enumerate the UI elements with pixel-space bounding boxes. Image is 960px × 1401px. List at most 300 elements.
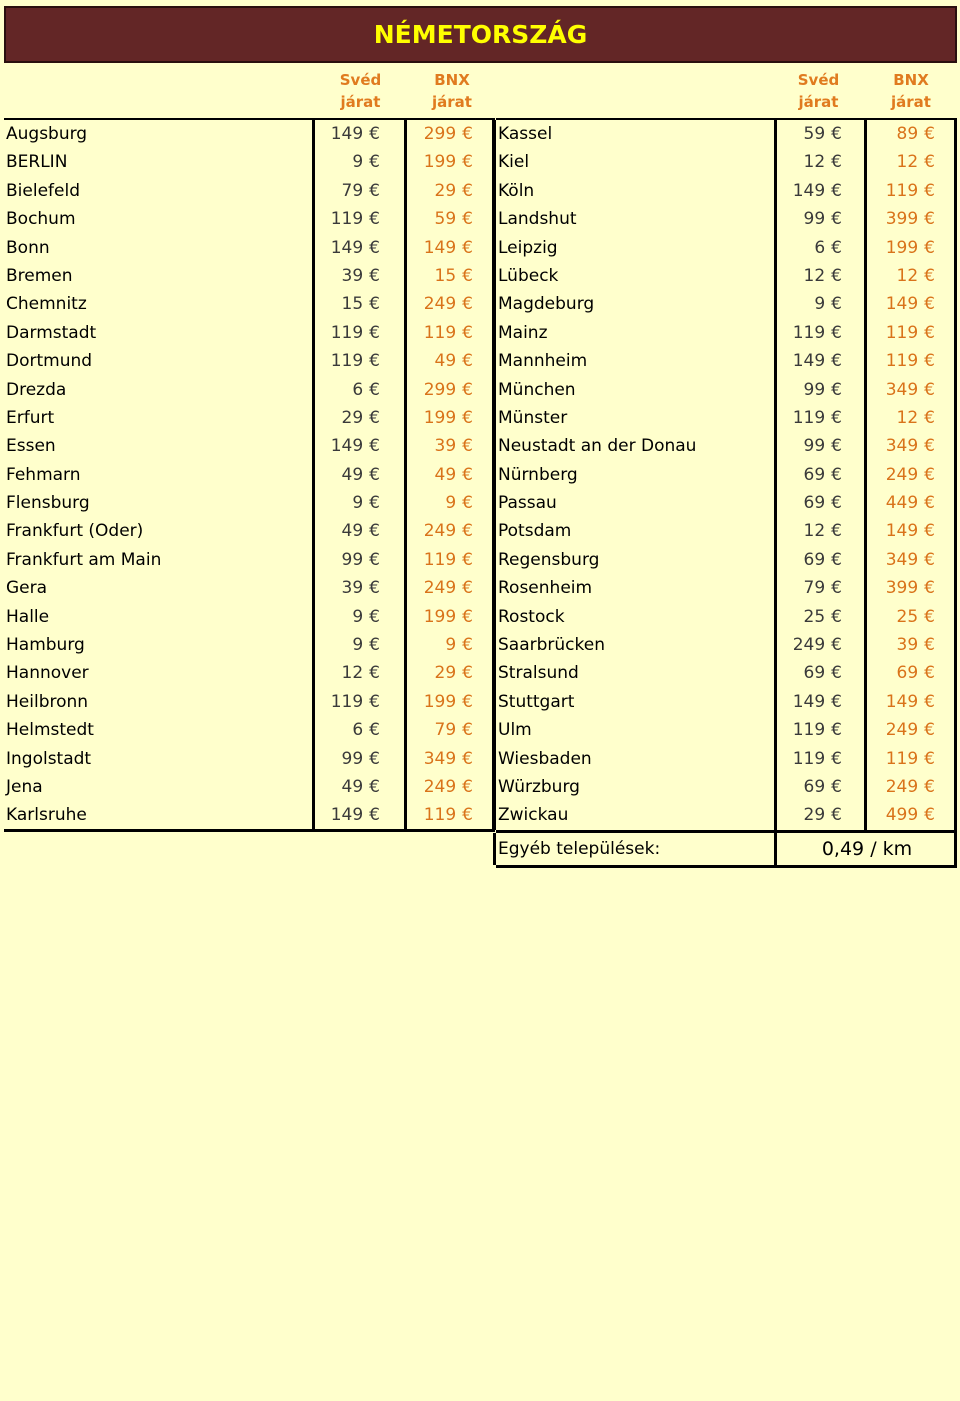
price-value: 299 [423,379,457,400]
column-header-sved [324,69,397,113]
euro-symbol: € [369,464,380,485]
sved-price [312,205,402,233]
price-value: 99 [803,379,826,400]
euro-symbol: € [831,152,842,173]
price-value: 25 [896,606,919,627]
euro-symbol: € [831,124,842,144]
price-value: 25 [803,606,826,627]
price-value: 349 [885,379,919,400]
bnx-price [404,603,495,631]
price-value: 119 [330,691,364,712]
price-value: 59 [803,124,826,144]
sved-price [774,659,864,687]
bnx-price [864,262,957,290]
bnx-price [864,517,957,545]
city-name: Stuttgart [498,691,575,712]
euro-symbol: € [462,776,473,797]
price-value: 9 [352,152,364,173]
bnx-price [404,120,495,148]
sved-price [774,603,864,631]
bnx-price [864,659,957,687]
city-name: Saarbrücken [498,635,605,656]
price-value: 69 [803,663,826,684]
price-value: 249 [885,720,919,741]
price-value: 349 [885,549,919,570]
price-value: 12 [896,407,919,428]
sved-price [774,631,864,659]
bnx-price [864,148,957,176]
price-value: 249 [423,521,457,542]
euro-symbol: € [831,691,842,712]
table-row [4,603,495,631]
euro-symbol: € [462,606,473,627]
price-value: 29 [803,805,826,826]
bnx-price [864,489,957,517]
euro-symbol: € [369,351,380,372]
table-row [4,716,495,744]
city-name: Gera [6,578,48,599]
bnx-price [404,234,495,262]
price-value: 249 [423,776,457,797]
price-value: 199 [423,606,457,627]
price-value: 119 [330,209,364,230]
city-name: Mainz [498,322,548,343]
price-value: 69 [803,464,826,485]
city-name: München [498,379,576,400]
price-value: 15 [341,294,364,315]
euro-symbol: € [924,124,935,144]
price-value: 199 [423,691,457,712]
euro-symbol: € [462,805,473,826]
table-row [4,801,495,829]
price-value: 119 [330,351,364,372]
header-line: járat [432,93,472,111]
bnx-price [404,574,495,602]
price-value: 29 [434,663,457,684]
price-value: 59 [434,209,457,230]
city-name: Neustadt an der Donau [498,436,697,457]
price-value: 49 [434,351,457,372]
price-value: 99 [803,209,826,230]
euro-symbol: € [369,322,380,343]
city-name: Ulm [498,720,532,741]
bnx-price [864,603,957,631]
city-name: Rosenheim [498,578,593,599]
price-value: 299 [423,124,457,144]
euro-symbol: € [831,748,842,769]
price-value: 15 [434,265,457,286]
price-value: 199 [423,152,457,173]
euro-symbol: € [831,663,842,684]
euro-symbol: € [831,549,842,570]
table-row [4,773,495,801]
divider [493,833,496,865]
price-value: 249 [423,294,457,315]
table-row [4,205,495,233]
divider [954,833,957,865]
euro-symbol: € [924,805,935,826]
bnx-price [404,659,495,687]
price-value: 149 [885,294,919,315]
bnx-price [864,546,957,574]
price-value: 119 [885,748,919,769]
table-row [496,574,957,602]
price-value: 99 [803,436,826,457]
euro-symbol: € [369,606,380,627]
sved-price [774,801,864,829]
bnx-price [404,148,495,176]
city-name: BERLIN [6,152,68,173]
sved-price [312,574,402,602]
price-value: 119 [792,720,826,741]
bnx-price [864,234,957,262]
sved-price [312,489,402,517]
price-table-right [496,63,957,868]
price-value: 349 [885,436,919,457]
euro-symbol: € [369,578,380,599]
euro-symbol: € [924,549,935,570]
price-value: 149 [792,351,826,372]
price-sheet [4,6,957,1399]
bnx-price [864,574,957,602]
price-value: 149 [885,691,919,712]
table-bottom-border [4,829,495,832]
header-line: BNX [893,71,929,89]
price-value: 9 [814,294,826,315]
bnx-price [404,688,495,716]
bnx-price [864,801,957,829]
table-row [4,262,495,290]
city-name: Jena [6,776,43,797]
sved-price [774,404,864,432]
price-value: 499 [885,805,919,826]
euro-symbol: € [462,464,473,485]
table-row [4,234,495,262]
city-name: Köln [498,180,535,201]
bnx-price [404,319,495,347]
city-name: Hamburg [6,635,85,656]
table-row [4,489,495,517]
city-name: Bochum [6,209,76,230]
price-value: 119 [330,322,364,343]
euro-symbol: € [369,152,380,173]
table-row [4,631,495,659]
city-name: Würzburg [498,776,580,797]
price-value: 6 [814,237,826,258]
euro-symbol: € [924,691,935,712]
euro-symbol: € [924,294,935,315]
price-value: 119 [423,322,457,343]
city-name: Bielefeld [6,180,80,201]
price-value: 49 [341,776,364,797]
bnx-price [404,546,495,574]
sved-price [312,517,402,545]
city-name: Erfurt [6,407,55,428]
euro-symbol: € [831,237,842,258]
table-row [4,148,495,176]
footer-label: Egyéb települések: [498,838,661,859]
euro-symbol: € [369,124,380,144]
euro-symbol: € [369,294,380,315]
euro-symbol: € [462,180,473,201]
euro-symbol: € [831,635,842,656]
sved-price [312,716,402,744]
euro-symbol: € [462,407,473,428]
city-name: Frankfurt am Main [6,549,162,570]
price-value: 12 [803,265,826,286]
sved-price [312,631,402,659]
city-name: Heilbronn [6,691,89,712]
price-value: 49 [341,521,364,542]
sved-price [312,262,402,290]
bnx-price [864,716,957,744]
table-row [4,461,495,489]
column-header-bnx [414,69,490,113]
table-row [496,745,957,773]
euro-symbol: € [369,493,380,514]
bnx-price [864,347,957,375]
bnx-price [864,319,957,347]
euro-symbol: € [462,379,473,400]
city-name: Stralsund [498,663,579,684]
euro-symbol: € [462,578,473,599]
city-name: Helmstedt [6,720,94,741]
city-name: Münster [498,407,568,428]
sved-price [774,688,864,716]
euro-symbol: € [924,578,935,599]
table-body [496,118,957,830]
price-table-left [4,63,495,830]
bnx-price [864,745,957,773]
bnx-price [404,716,495,744]
table-row [496,517,957,545]
euro-symbol: € [924,237,935,258]
euro-symbol: € [462,720,473,741]
price-value: 249 [885,464,919,485]
bnx-price [404,404,495,432]
bnx-price [404,489,495,517]
price-value: 39 [341,578,364,599]
euro-symbol: € [462,124,473,144]
euro-symbol: € [462,322,473,343]
price-value: 149 [423,237,457,258]
bnx-price [864,404,957,432]
euro-symbol: € [462,152,473,173]
price-value: 12 [896,265,919,286]
euro-symbol: € [831,720,842,741]
column-header-bnx [872,69,950,113]
city-name: Wiesbaden [498,748,592,769]
euro-symbol: € [462,436,473,457]
city-name: Zwickau [498,805,569,826]
price-value: 199 [423,407,457,428]
sved-price [774,290,864,318]
price-value: 449 [885,493,919,514]
euro-symbol: € [462,691,473,712]
table-row [496,773,957,801]
price-value: 119 [423,805,457,826]
sved-price [312,688,402,716]
price-value: 39 [434,436,457,457]
euro-symbol: € [831,493,842,514]
city-name: Darmstadt [6,322,97,343]
euro-symbol: € [924,776,935,797]
euro-symbol: € [924,152,935,173]
euro-symbol: € [462,265,473,286]
price-value: 49 [341,464,364,485]
euro-symbol: € [924,635,935,656]
sved-price [312,319,402,347]
euro-symbol: € [831,521,842,542]
euro-symbol: € [369,180,380,201]
city-name: Rostock [498,606,565,627]
euro-symbol: € [369,265,380,286]
euro-symbol: € [831,464,842,485]
city-name: Kassel [498,124,553,144]
price-value: 119 [885,322,919,343]
sved-price [774,262,864,290]
euro-symbol: € [924,351,935,372]
euro-symbol: € [924,521,935,542]
price-value: 69 [803,493,826,514]
price-value: 9 [445,493,457,514]
euro-symbol: € [831,294,842,315]
euro-symbol: € [462,663,473,684]
table-row [4,659,495,687]
bnx-price [404,376,495,404]
euro-symbol: € [369,521,380,542]
price-value: 119 [885,180,919,201]
euro-symbol: € [369,635,380,656]
sved-price [312,290,402,318]
column-divider [493,120,496,830]
table-row [4,404,495,432]
bnx-price [404,517,495,545]
sved-price [312,234,402,262]
price-value: 149 [330,237,364,258]
table-header [4,63,495,118]
sved-price [774,745,864,773]
column-header-sved [781,69,856,113]
sved-price [312,773,402,801]
price-value: 149 [792,180,826,201]
euro-symbol: € [924,265,935,286]
city-name: Drezda [6,379,67,400]
bnx-price [404,432,495,460]
price-value: 249 [423,578,457,599]
sved-price [312,376,402,404]
bnx-price [404,745,495,773]
euro-symbol: € [369,805,380,826]
page-title: NÉMETORSZÁG [4,6,957,63]
price-value: 349 [423,748,457,769]
header-line: BNX [434,71,470,89]
euro-symbol: € [924,464,935,485]
euro-symbol: € [369,407,380,428]
city-name: Passau [498,493,557,514]
table-row [496,177,957,205]
price-value: 9 [352,493,364,514]
city-name: Halle [6,606,50,627]
sved-price [774,716,864,744]
table-row [496,376,957,404]
city-name: Potsdam [498,521,572,542]
euro-symbol: € [831,180,842,201]
sved-price [312,659,402,687]
euro-symbol: € [831,379,842,400]
euro-symbol: € [369,549,380,570]
city-name: Essen [6,436,56,457]
table-row [496,148,957,176]
sved-price [774,489,864,517]
price-value: 49 [434,464,457,485]
sved-price [312,546,402,574]
bnx-price [404,262,495,290]
euro-symbol: € [924,663,935,684]
city-name: Ingolstadt [6,748,92,769]
header-line: Svéd [797,71,840,89]
header-line: járat [340,93,381,111]
bnx-price [404,205,495,233]
city-name: Nürnberg [498,464,578,485]
sved-price [312,120,402,148]
bnx-price [864,205,957,233]
table-row [4,319,495,347]
city-name: Landshut [498,209,577,230]
sved-price [312,347,402,375]
price-value: 79 [434,720,457,741]
bnx-price [864,461,957,489]
table-row [496,801,957,829]
euro-symbol: € [924,180,935,201]
price-value: 6 [352,720,364,741]
price-value: 199 [885,237,919,258]
euro-symbol: € [462,521,473,542]
euro-symbol: € [831,776,842,797]
bnx-price [404,773,495,801]
euro-symbol: € [369,748,380,769]
column-divider [774,120,777,830]
price-value: 12 [896,152,919,173]
city-name: Regensburg [498,549,600,570]
city-name: Hannover [6,663,89,684]
price-value: 249 [885,776,919,797]
table-row [496,603,957,631]
table-row [496,546,957,574]
euro-symbol: € [831,322,842,343]
bnx-price [864,376,957,404]
price-value: 149 [885,521,919,542]
sved-price [312,603,402,631]
price-value: 6 [352,379,364,400]
price-value: 149 [330,124,364,144]
city-name: Flensburg [6,493,90,514]
euro-symbol: € [831,436,842,457]
price-value: 119 [423,549,457,570]
table-row [4,177,495,205]
euro-symbol: € [831,578,842,599]
euro-symbol: € [831,407,842,428]
euro-symbol: € [369,663,380,684]
table-row [4,347,495,375]
header-line: járat [798,93,839,111]
price-value: 399 [885,209,919,230]
euro-symbol: € [369,237,380,258]
sved-price [312,745,402,773]
bnx-price [864,688,957,716]
euro-symbol: € [369,720,380,741]
column-divider [404,120,407,830]
